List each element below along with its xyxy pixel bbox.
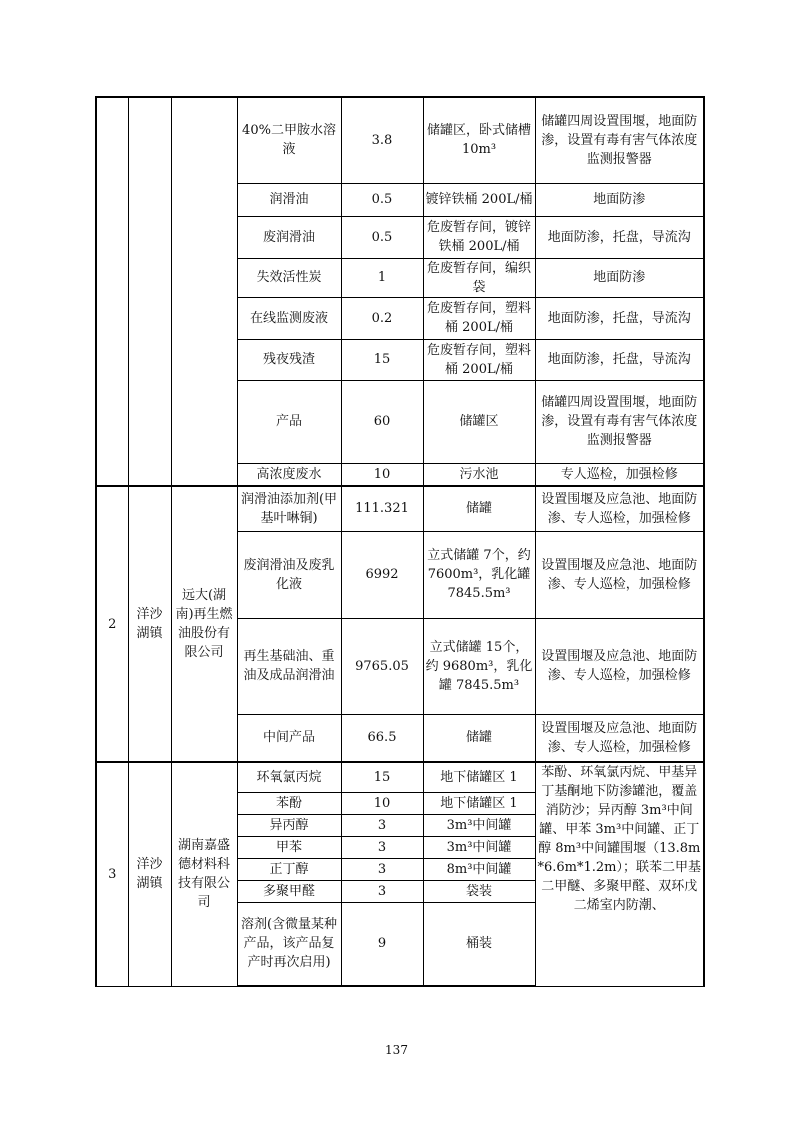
storage-cell: 3m³中间罐 (423, 814, 535, 836)
measure-cell: 地面防渗，托盘，导流沟 (535, 297, 704, 339)
material-name-cell: 产品 (237, 380, 341, 463)
town-cell (128, 97, 171, 486)
measure-cell: 地面防渗 (535, 183, 704, 216)
town-cell: 洋沙湖镇 (128, 486, 171, 762)
quantity-cell: 66.5 (341, 714, 423, 762)
quantity-cell: 6992 (341, 531, 423, 618)
quantity-cell: 9 (341, 902, 423, 986)
storage-cell: 袋装 (423, 880, 535, 902)
storage-cell: 立式储罐 7个，约 7600m³，乳化罐 7845.5m³ (423, 531, 535, 618)
page-number: 137 (385, 1043, 408, 1057)
quantity-cell: 15 (341, 339, 423, 380)
material-name-cell: 多聚甲醛 (237, 880, 341, 902)
storage-cell: 储罐 (423, 714, 535, 762)
quantity-cell: 3 (341, 858, 423, 880)
quantity-cell: 0.2 (341, 297, 423, 339)
measure-cell: 地面防渗，托盘，导流沟 (535, 339, 704, 380)
company-cell: 远大(湖南)再生燃油股份有限公司 (171, 486, 237, 762)
storage-cell: 镀锌铁桶 200L/桶 (423, 183, 535, 216)
measure-cell: 专人巡检，加强检修 (535, 463, 704, 486)
storage-cell: 储罐 (423, 486, 535, 531)
table-row (96, 486, 704, 531)
merged-measure-cell: 苯酚、环氧氯丙烷、甲基异丁基酮地下防渗罐池，覆盖消防沙；异丙醇 3m³中间罐、甲苯 3m³中间罐、正丁醇 8m³中间罐围堰（13.8m*6.6m*1.2m）；联苯二甲基二甲醚、多聚甲醛、双环戊二烯室内防潮、 (535, 762, 704, 986)
material-name-cell: 甲苯 (237, 836, 341, 858)
storage-cell: 8m³中间罐 (423, 858, 535, 880)
quantity-cell: 15 (341, 762, 423, 792)
material-name-cell: 残夜残渣 (237, 339, 341, 380)
storage-cell: 储罐区 (423, 380, 535, 463)
material-name-cell: 正丁醇 (237, 858, 341, 880)
group-number-cell: 3 (96, 762, 128, 986)
measure-cell: 地面防渗，托盘，导流沟 (535, 216, 704, 258)
quantity-cell: 60 (341, 380, 423, 463)
table-row (96, 97, 704, 183)
material-name-cell: 废润滑油及废乳化液 (237, 531, 341, 618)
table-row (96, 762, 704, 792)
storage-cell: 桶装 (423, 902, 535, 986)
document-page (95, 96, 705, 987)
material-name-cell: 40%二甲胺水溶液 (237, 97, 341, 183)
hazardous-materials-table (95, 96, 705, 987)
material-name-cell: 废润滑油 (237, 216, 341, 258)
measure-cell: 地面防渗 (535, 258, 704, 297)
company-cell (171, 97, 237, 486)
storage-cell: 污水池 (423, 463, 535, 486)
material-name-cell: 润滑油添加剂(甲基叶啉铜) (237, 486, 341, 531)
quantity-cell: 111.321 (341, 486, 423, 531)
material-name-cell: 在线监测废液 (237, 297, 341, 339)
storage-cell: 危废暂存间，编织袋 (423, 258, 535, 297)
measure-cell: 设置围堰及应急池、地面防渗、专人巡检，加强检修 (535, 618, 704, 714)
group-number-cell: 2 (96, 486, 128, 762)
material-name-cell: 失效活性炭 (237, 258, 341, 297)
material-name-cell: 溶剂(含微量某种产品，该产品复产时再次启用) (237, 902, 341, 986)
material-name-cell: 润滑油 (237, 183, 341, 216)
quantity-cell: 3.8 (341, 97, 423, 183)
storage-cell: 危废暂存间，镀锌铁桶 200L/桶 (423, 216, 535, 258)
measure-cell: 设置围堰及应急池、地面防渗、专人巡检，加强检修 (535, 714, 704, 762)
material-name-cell: 再生基础油、重油及成品润滑油 (237, 618, 341, 714)
material-name-cell: 异丙醇 (237, 814, 341, 836)
quantity-cell: 3 (341, 814, 423, 836)
measure-cell: 储罐四周设置围堰，地面防渗，设置有毒有害气体浓度监测报警器 (535, 380, 704, 463)
material-name-cell: 苯酚 (237, 792, 341, 814)
quantity-cell: 3 (341, 880, 423, 902)
storage-cell: 危废暂存间，塑料桶 200L/桶 (423, 297, 535, 339)
quantity-cell: 10 (341, 463, 423, 486)
storage-cell: 储罐区，卧式储槽 10m³ (423, 97, 535, 183)
group-number-cell (96, 97, 128, 486)
town-cell: 洋沙湖镇 (128, 762, 171, 986)
quantity-cell: 0.5 (341, 216, 423, 258)
storage-cell: 立式储罐 15个，约 9680m³，乳化罐 7845.5m³ (423, 618, 535, 714)
storage-cell: 危废暂存间，塑料桶 200L/桶 (423, 339, 535, 380)
measure-cell: 设置围堰及应急池、地面防渗、专人巡检，加强检修 (535, 486, 704, 531)
measure-cell: 储罐四周设置围堰，地面防渗，设置有毒有害气体浓度监测报警器 (535, 97, 704, 183)
material-name-cell: 环氧氯丙烷 (237, 762, 341, 792)
measure-cell: 设置围堰及应急池、地面防渗、专人巡检，加强检修 (535, 531, 704, 618)
company-cell: 湖南嘉盛德材料科技有限公司 (171, 762, 237, 986)
material-name-cell: 高浓度废水 (237, 463, 341, 486)
storage-cell: 地下储罐区 1 (423, 792, 535, 814)
storage-cell: 地下储罐区 1 (423, 762, 535, 792)
quantity-cell: 3 (341, 836, 423, 858)
quantity-cell: 9765.05 (341, 618, 423, 714)
quantity-cell: 10 (341, 792, 423, 814)
storage-cell: 3m³中间罐 (423, 836, 535, 858)
material-name-cell: 中间产品 (237, 714, 341, 762)
quantity-cell: 1 (341, 258, 423, 297)
quantity-cell: 0.5 (341, 183, 423, 216)
